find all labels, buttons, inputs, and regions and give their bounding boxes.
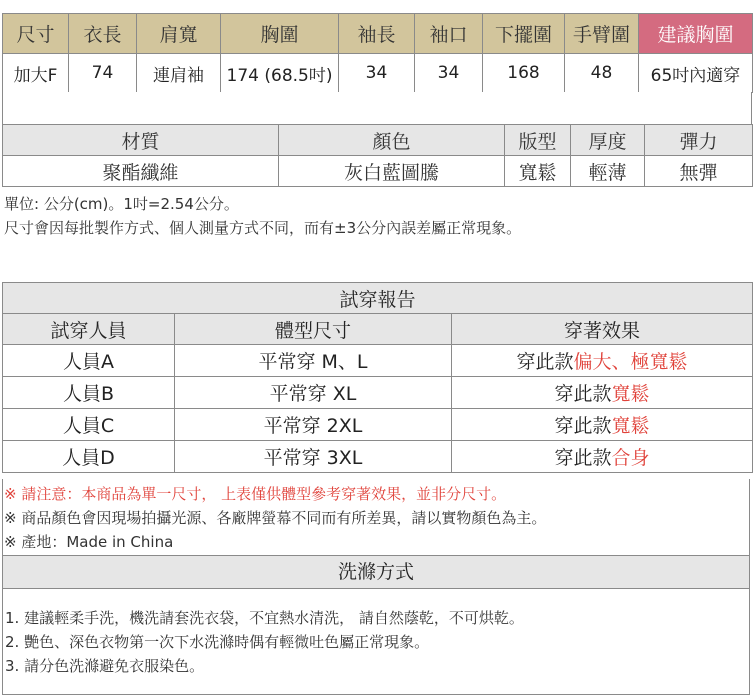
size-header-cell: 尺寸 (3, 14, 69, 54)
washing-section (2, 555, 750, 695)
fitting-report-table (2, 282, 753, 473)
size-header-cell: 袖長 (339, 14, 415, 54)
tester-name: 人員C (3, 409, 175, 441)
table-row (3, 345, 753, 377)
wear-effect-highlight: 寬鬆 (611, 383, 650, 405)
wear-effect-highlight: 寬鬆 (611, 415, 650, 437)
size-value-cell: 加大F (3, 54, 69, 93)
material-value: 聚酯纖維 (3, 156, 279, 187)
body-size-header: 體型尺寸 (175, 314, 452, 345)
color-difference-note: ※ 商品顏色會因現場拍攝光源、各廠牌螢幕不同而有所差異，請以實物顏色為主。 (4, 509, 547, 527)
tester-size: 平常穿 2XL (175, 409, 452, 441)
wear-effect (452, 377, 753, 409)
color-value: 灰白藍圖騰 (279, 156, 505, 187)
size-header-cell: 胸圍 (221, 14, 339, 54)
washing-instruction: 2. 艷色、深色衣物第一次下水洗滌時偶有輕微吐色屬正常現象。 (5, 633, 430, 651)
washing-instruction: 1. 建議輕柔手洗，機洗請套洗衣袋，不宜熱水清洗， 請自然蔭乾，不可烘乾。 (5, 609, 524, 627)
unit-note: 單位: 公分(cm)。1吋=2.54公分。 (4, 195, 239, 213)
material-table (2, 124, 753, 187)
fit-header-cell: 版型 (505, 125, 571, 156)
wear-effect-header: 穿著效果 (452, 314, 753, 345)
tester-size: 平常穿 3XL (175, 441, 452, 473)
size-value-cell: 174 (68.5吋) (221, 54, 339, 93)
wear-effect-prefix: 穿此款 (554, 447, 612, 469)
wear-effect-prefix: 穿此款 (516, 351, 574, 373)
fitting-report-header-row (3, 314, 753, 345)
material-header-cell: 材質 (3, 125, 279, 156)
tester-name: 人員A (3, 345, 175, 377)
recommended-bust-value: 65吋內適穿 (639, 54, 753, 93)
size-header-cell: 袖口 (415, 14, 483, 54)
size-value-cell: 34 (415, 54, 483, 93)
tester-name: 人員B (3, 377, 175, 409)
wear-effect-highlight: 合身 (611, 447, 650, 469)
single-size-notice: ※ 請注意：本商品為單一尺寸， 上表僅供體型參考穿著效果，並非分尺寸。 (4, 485, 507, 503)
wear-effect-prefix: 穿此款 (554, 383, 612, 405)
size-value-cell: 連肩袖 (137, 54, 221, 93)
table-spacer (2, 92, 752, 124)
wear-effect-prefix: 穿此款 (554, 415, 612, 437)
size-table-value-row (3, 54, 753, 93)
size-header-cell: 手臂圍 (565, 14, 639, 54)
elasticity-value: 無彈 (645, 156, 753, 187)
recommended-bust-header: 建議胸圍 (639, 14, 753, 54)
tester-size: 平常穿 M、L (175, 345, 452, 377)
table-row (3, 441, 753, 473)
origin-note: ※ 產地：Made in China (4, 533, 174, 551)
size-header-cell: 下擺圍 (483, 14, 565, 54)
thickness-header-cell: 厚度 (571, 125, 645, 156)
washing-title: 洗滌方式 (3, 556, 749, 589)
measurement-error-note: 尺寸會因每批製作方式、個人測量方式不同，而有±3公分內誤差屬正常現象。 (4, 219, 522, 237)
tester-name: 人員D (3, 441, 175, 473)
size-header-cell: 衣長 (69, 14, 137, 54)
size-value-cell: 74 (69, 54, 137, 93)
tester-header: 試穿人員 (3, 314, 175, 345)
thickness-value: 輕薄 (571, 156, 645, 187)
color-header-cell: 顏色 (279, 125, 505, 156)
wear-effect-highlight: 偏大、極寬鬆 (573, 351, 688, 373)
size-value-cell: 34 (339, 54, 415, 93)
size-header-cell: 肩寬 (137, 14, 221, 54)
washing-instruction: 3. 請分色洗滌避免衣服染色。 (5, 657, 205, 675)
wear-effect (452, 345, 753, 377)
fit-value: 寬鬆 (505, 156, 571, 187)
elasticity-header-cell: 彈力 (645, 125, 753, 156)
size-table-header-row (3, 14, 753, 54)
table-row (3, 409, 753, 441)
wear-effect (452, 441, 753, 473)
fitting-report-title: 試穿報告 (3, 283, 753, 314)
fitting-report-title-row (3, 283, 753, 314)
tester-size: 平常穿 XL (175, 377, 452, 409)
size-table (2, 13, 753, 93)
material-table-header-row (3, 125, 753, 156)
table-row (3, 377, 753, 409)
size-value-cell: 48 (565, 54, 639, 93)
size-value-cell: 168 (483, 54, 565, 93)
wear-effect (452, 409, 753, 441)
material-table-value-row (3, 156, 753, 187)
